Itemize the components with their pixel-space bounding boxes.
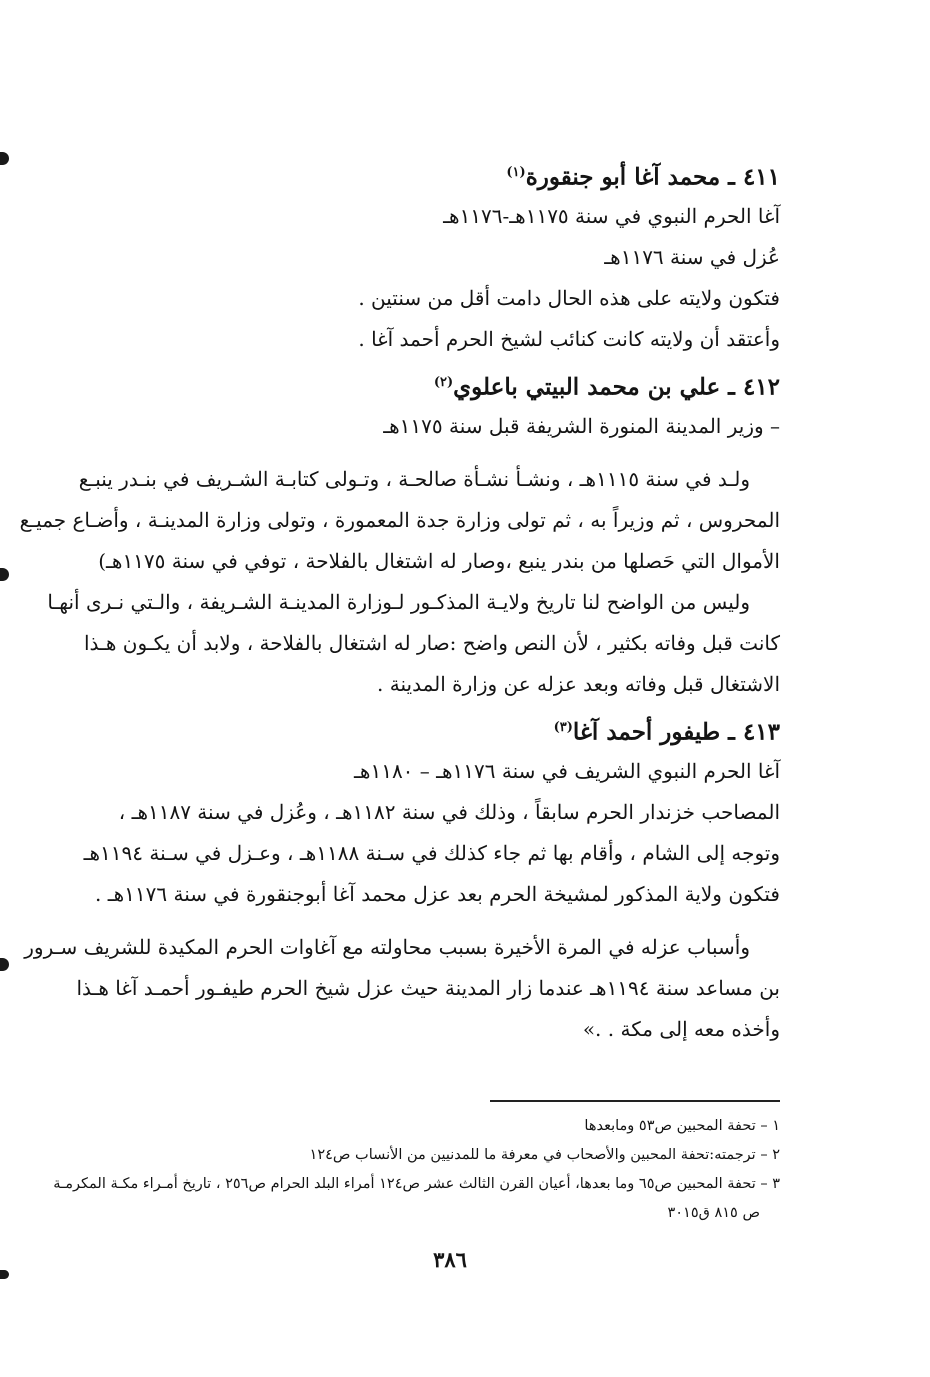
- entry-line: وأعتقد أن ولايته كانت كنائب لشيخ الحرم أحمد آغا .: [358, 327, 780, 351]
- footnote-continuation: ص ٨١٥ ق٣٠١٥: [667, 1205, 760, 1221]
- paragraph-line: ولـد في سنة ١١١٥هـ ، ونشـأ نشـأة صالحـة ، وتـولى كتابـة الشـريف في بنـدر ينبـع: [78, 467, 750, 491]
- paragraph-line: كانت قبل وفاته بكثير ، لأن النص واضح :صار له اشتغال بالفلاحة ، ولابد أن يكـون هـذا: [83, 631, 780, 655]
- footnote-divider: [490, 1100, 780, 1102]
- main-text: [19, 150, 780, 1050]
- scan-mark: [0, 958, 9, 971]
- entry-line: – وزير المدينة المنورة الشريفة قبل سنة ١١٧٥هـ: [383, 414, 780, 438]
- scan-mark: [0, 568, 9, 581]
- page-number: ٣٨٦: [433, 1247, 467, 1272]
- scan-mark: [0, 152, 9, 165]
- paragraph-line: المحروس ، ثم وزيراً به ، ثم تولى وزارة جدة المعمورة ، وتولى وزارة المدينـة ، وأضـاع جميـع: [19, 508, 780, 532]
- paragraph-line: فتكون ولاية المذكور لمشيخة الحرم بعد عزل محمد آغا أبوجنقورة في سنة ١١٧٦هـ .: [95, 882, 780, 906]
- entry-line: عُزل في سنة ١١٧٦هـ: [604, 245, 780, 269]
- footnote-ref: (٢): [433, 375, 454, 390]
- entry-heading: ٤١٣ ـ طيفور أحمد آغا$^{(٣)}$: [553, 718, 780, 746]
- paragraph-line: وليس من الواضح لنا تاريخ ولايـة المذكـور لـوزارة المدينـة الشـريفة ، والـتي نـرى أنهـا: [47, 590, 750, 614]
- paragraph-line: وتوجه إلى الشام ، وأقام بها ثم جاء كذلك في سـنة ١١٨٨هـ ، وعـزل في سـنة ١١٩٤هـ: [83, 841, 780, 865]
- paragraph-line: الاشتغال قبل وفاته وبعد عزله عن وزارة المدينة .: [377, 672, 780, 696]
- entry-line: فتكون ولايته على هذه الحال دامت أقل من سنتين .: [358, 286, 780, 310]
- paragraph-line: بن مساعد سنة ١١٩٤هـ عندما زار المدينة حيث عزل شيخ الحرم طيفـور أحمـد آغا هـذا: [76, 976, 780, 1000]
- footnote-ref: (١): [506, 165, 526, 180]
- footnotes: [53, 1112, 780, 1228]
- paragraph-line: الأموال التي حَصلها من بندر ينبع ،وصار له اشتغال بالفلاحة ، توفي في سنة ١١٧٥هـ): [98, 549, 780, 573]
- entry-line: آغا الحرم النبوي في سنة ١١٧٥هـ-١١٧٦هـ: [443, 204, 780, 228]
- footnote-ref: (٣): [553, 720, 573, 735]
- paragraph-line: المصاحب خزندار الحرم سابقاً ، وذلك في سنة ١١٨٢هـ ، وعُزل في سنة ١١٨٧هـ ،: [118, 800, 780, 824]
- footnote: ٣ – تحفة المحبين ص٦٥ وما بعدها، أعيان القرن الثالث عشر ص١٢٤ أمراء البلد الحرام ص٢٥٦ ، تاريخ أمـراء مكـة المكرمـة: [53, 1176, 780, 1192]
- entry-line: آغا الحرم النبوي الشريف في سنة ١١٧٦هـ – ١١٨٠هـ: [354, 759, 780, 783]
- entry-heading: ٤١١ ـ محمد آغا أبو جنقورة$^{(١)}$: [506, 163, 780, 191]
- entry-heading: ٤١٢ ـ علي بن محمد البيتي باعلوي$^{(٢)}$: [433, 373, 780, 401]
- paragraph-line: وأسباب عزله في المرة الأخيرة بسبب محاولته مع آغاوات الحرم المكيدة للشريف سـرور: [24, 935, 750, 959]
- paragraph-line: وأخذه معه إلى مكة . .»: [582, 1017, 780, 1041]
- footnote: ١ – تحفة المحبين ص٥٣ ومابعدها: [584, 1118, 780, 1134]
- footnote: ٢ – ترجمته:تحفة المحبين والأصحاب في معرفة ما للمدنيين من الأنساب ص١٢٤: [309, 1147, 780, 1163]
